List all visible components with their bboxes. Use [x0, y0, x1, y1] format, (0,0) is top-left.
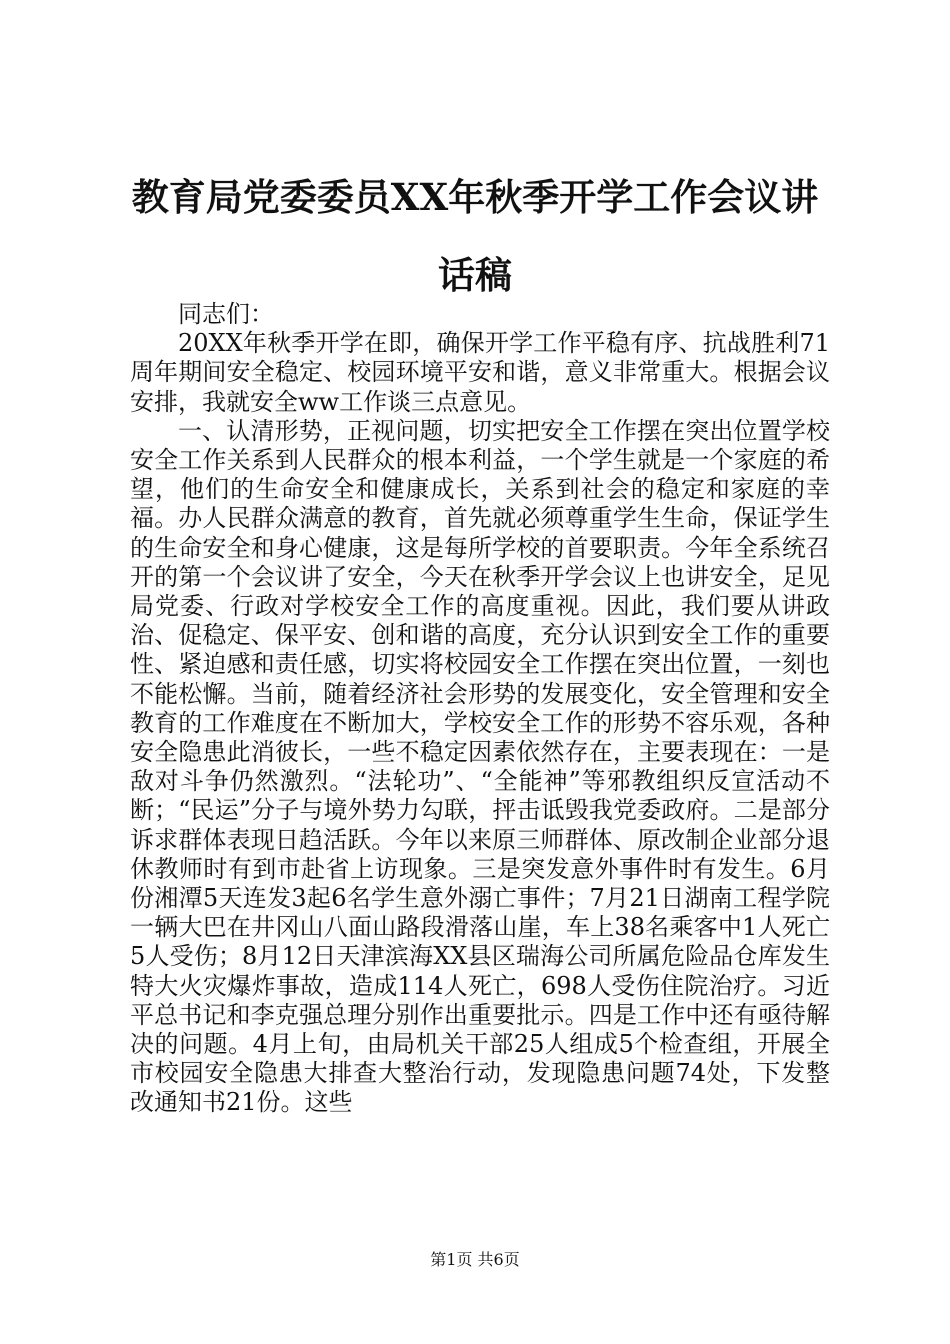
document-title: 教育局党委委员XX年秋季开学工作会议讲话稿 — [131, 175, 819, 297]
salutation: 同志们： — [178, 300, 274, 328]
page-footer: 第1页 共6页 — [430, 1250, 520, 1269]
paragraph-intro: 20XX年秋季开学在即，确保开学工作平稳有序、抗战胜利71周年期间安全稳定、校园环境平安和谐，意义非常重大。根据会议安排，我就安全ww工作谈三点意见。 — [130, 329, 830, 416]
document-body — [130, 300, 830, 1118]
paragraph-section-one: 一、认清形势，正视问题，切实把安全工作摆在突出位置学校安全工作关系到人民群众的根本利益，一个学生就是一个家庭的希望，他们的生命安全和健康成长，关系到社会的稳定和家庭的幸福。办人民群众满意的教育，首先就必须尊重学生生命，保证学生的生命安全和身心健康，这是每所学校的首要职责。今年全系统召开的第一个会议讲了安全，今天在秋季开学会议上也讲安全，足见局党委、行政对学校安全工作的高度重视。因此，我们要从讲政治、促稳定、保平安、创和谐的高度，充分认识到安全工作的重要性、紧迫感和责任感，切实将校园安全工作摆在突出位置，一刻也不能松懈。当前，随着经济社会形势的发展变化，安全管理和安全教育的工作难度在不断加大，学校安全工作的形势不容乐观，各种安全隐患此消彼长，一些不稳定因素依然存在，主要表现在：一是敌对斗争仍然激烈。“法轮功”、“全能神”等邪教组织反宣活动不断；“民运”分子与境外势力勾联，抨击诋毁我党委政府。二是部分诉求群体表现日趋活跃。今年以来原三师群体、原改制企业部分退休教师时有到市赴省上访现象。三是突发意外事件时有发生。6月份湘潭5天连发3起6名学生意外溺亡事件；7月21日湖南工程学院一辆大巴在井冈山八面山路段滑落山崖，车上38名乘客中1人死亡5人受伤；8月12日天津滨海XX县区瑞海公司所属危险品仓库发生特大火灾爆炸事故，造成114人死亡，698人受伤住院治疗。习近平总书记和李克强总理分别作出重要批示。四是工作中还有亟待解决的问题。4月上旬，由局机关干部25人组成5个检查组，开展全市校园安全隐患大排查大整治行动，发现隐患问题74处，下发整改通知书21份。这些 — [130, 416, 830, 1117]
